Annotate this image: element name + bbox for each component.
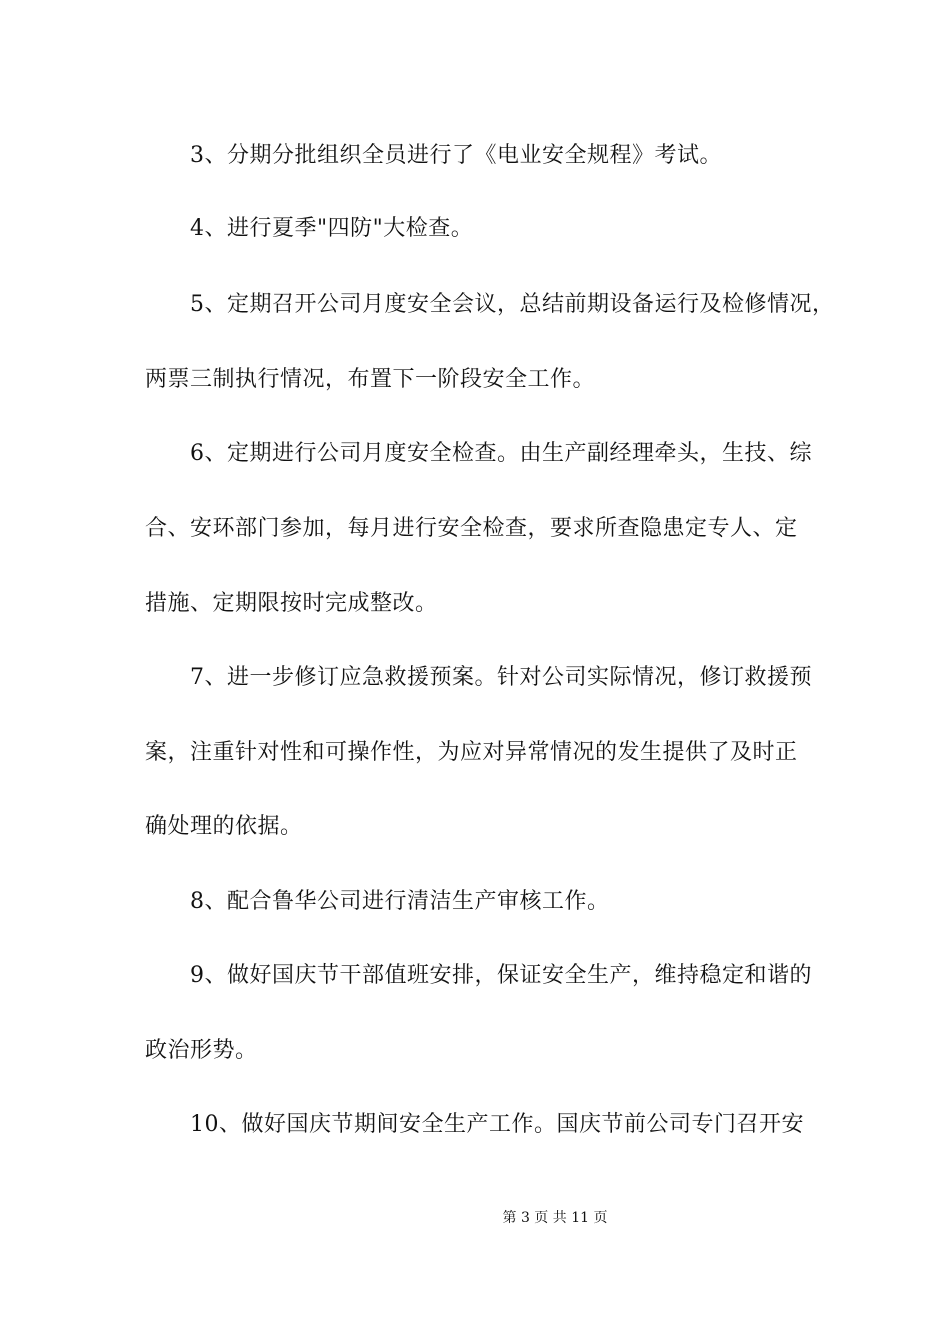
paragraph-line: 8、配合鲁华公司进行清洁生产审核工作。 bbox=[190, 889, 610, 914]
paragraph-line: 6、定期进行公司月度安全检查。由生产副经理牵头，生技、综 bbox=[190, 441, 812, 466]
paragraph-line: 9、做好国庆节干部值班安排，保证安全生产，维持稳定和谐的 bbox=[190, 963, 812, 988]
paragraph-line: 措施、定期限按时完成整改。 bbox=[145, 591, 438, 616]
paragraph-line: 确处理的依据。 bbox=[145, 814, 303, 839]
paragraph-line: 7、进一步修订应急救援预案。针对公司实际情况，修订救援预 bbox=[190, 665, 812, 690]
paragraph-line: 3、分期分批组织全员进行了《电业安全规程》考试。 bbox=[190, 143, 722, 168]
paragraph-line: 合、安环部门参加，每月进行安全检查，要求所查隐患定专人、定 bbox=[145, 516, 798, 541]
paragraph-line: 5、定期召开公司月度安全会议，总结前期设备运行及检修情况， bbox=[190, 292, 835, 317]
paragraph-line: 10、做好国庆节期间安全生产工作。国庆节前公司专门召开安 bbox=[190, 1112, 804, 1137]
paragraph-line: 案，注重针对性和可操作性，为应对异常情况的发生提供了及时正 bbox=[145, 740, 798, 765]
paragraph-line: 两票三制执行情况，布置下一阶段安全工作。 bbox=[145, 367, 596, 392]
paragraph-line: 政治形势。 bbox=[145, 1038, 258, 1063]
paragraph-line: 4、进行夏季"四防"大检查。 bbox=[190, 216, 474, 241]
page-number-footer: 第 3 页 共 11 页 bbox=[502, 1210, 608, 1226]
